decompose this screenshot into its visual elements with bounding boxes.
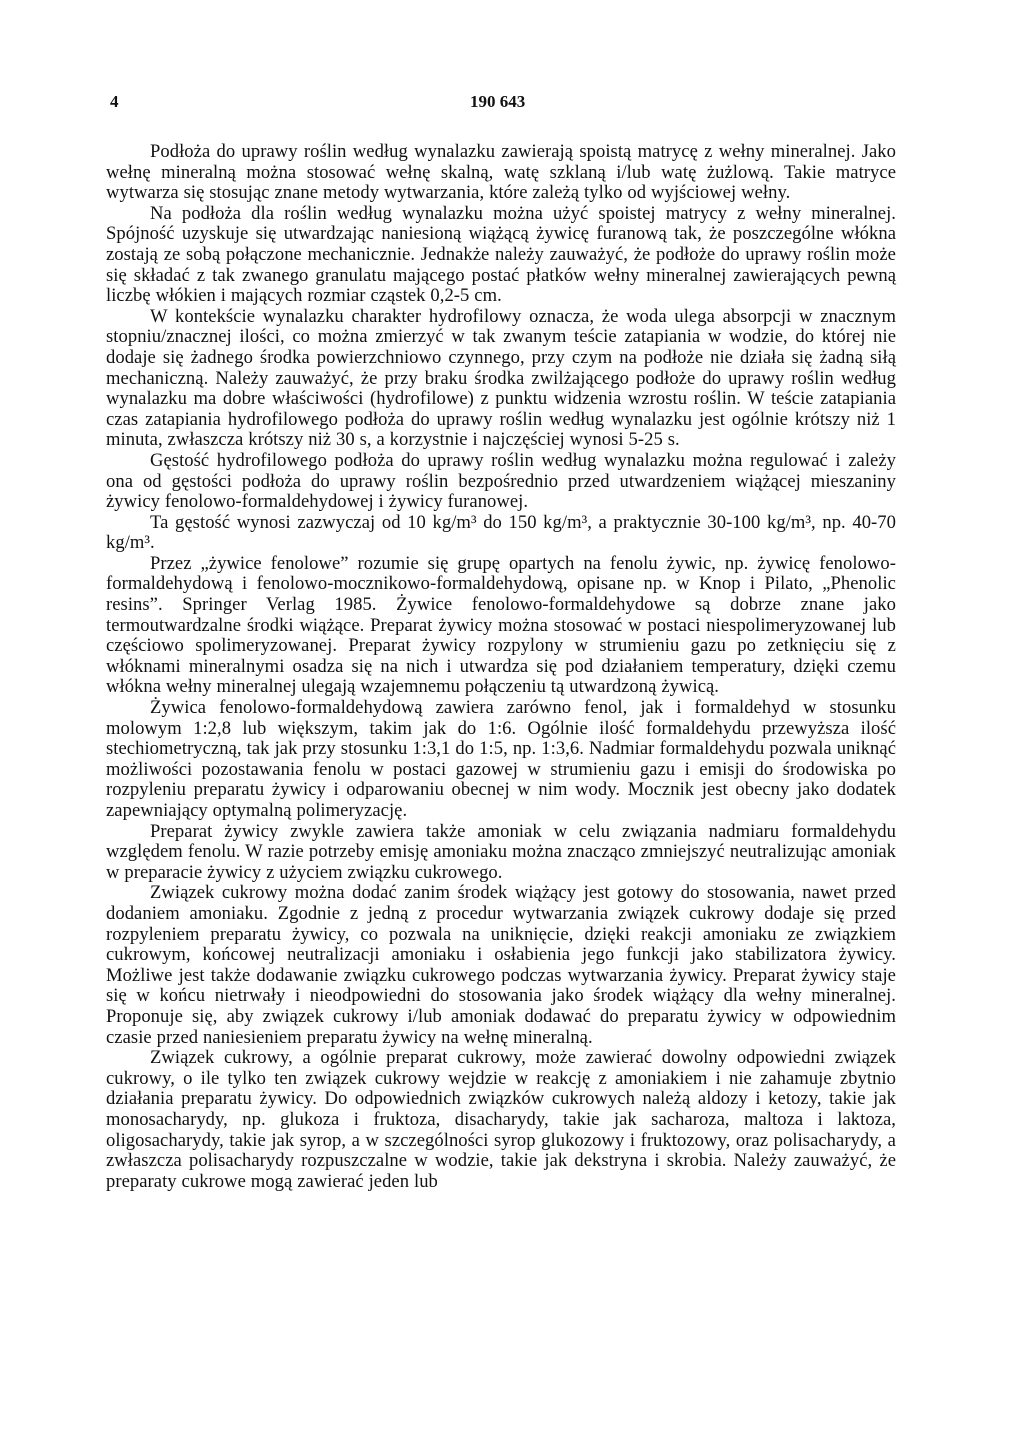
paragraph-6: Przez „żywice fenolowe” rozumie się grupę opartych na fenolu żywic, np. żywicę fenolowo-formaldehydową i fenolowo-mocznikowo-formaldehydową, opisane np. w Knop i Pilato, „Phenolic resins”. Springer Verlag 1985. Żywice fenolowo-formaldehydowe są dobrze znane jako termoutwardzalne środki wiążące. Preparat żywicy można stosować w postaci niespolimeryzowanej lub częściowo spolimeryzowanej. Preparat żywicy rozpylony w strumieniu gazu po zetknięciu się z włóknami mineralnymi osadza się na nich i utwardza się pod działaniem temperatury, dzięki czemu włókna wełny mineralnej ulegają wzajemnemu połączeniu tą utwardzoną żywicą. [106,552,896,698]
page-number: 4 [110,92,119,111]
paragraph-9: Związek cukrowy można dodać zanim środek wiążący jest gotowy do stosowania, nawet przed dodaniem amoniaku. Zgodnie z jedną z procedur wytwarzania związek cukrowy dodaje się przed rozpyleniem preparatu żywicy, co pozwala na uniknięcie, dzięki reakcji amoniaku ze związkiem cukrowym, końcowej neutralizacji amoniaku i osłabienia jego funkcji jako stabilizatora żywicy. Możliwe jest także dodawanie związku cukrowego podczas wytwarzania żywicy. Preparat żywicy staje się w końcu nietrwały i nieodpowiedni do stosowania jako środek wiążący dla wełny mineralnej. Proponuje się, aby związek cukrowy i/lub amoniak dodawać do preparatu żywicy w odpowiednim czasie przed naniesieniem preparatu żywicy na wełnę mineralną. [106,882,896,1048]
paragraph-4: Gęstość hydrofilowego podłoża do uprawy roślin według wynalazku można regulować i zależy ona od gęstości podłoża do uprawy roślin bezpośrednio przed utwardzeniem wiążącej mieszaniny żywicy fenolowo-formaldehydowej i żywicy furanowej. [106,449,896,513]
paragraph-2: Na podłoża dla roślin według wynalazku można użyć spoistej matrycy z wełny mineralnej. Spójność uzyskuje się utwardzając naniesioną wiążącą żywicę furanową tak, że poszczególne włókna zostają ze sobą połączone mechanicznie. Jednakże należy zauważyć, że podłoże do uprawy roślin może się składać z tak zwanego granulatu mającego postać płatków wełny mineralnej zawierających pewną liczbę włókien i mających rozmiar cząstek 0,2-5 cm. [106,202,896,307]
document-number: 190 643 [470,92,526,111]
paragraph-5: Ta gęstość wynosi zazwyczaj od 10 kg/m³ do 150 kg/m³, a praktycznie 30-100 kg/m³, np. 40-70 kg/m³. [106,511,896,554]
paragraph-1: Podłoża do uprawy roślin według wynalazku zawierają spoistą matrycę z wełny mineralnej. Jako wełnę mineralną można stosować wełnę skalną, watę szklaną i/lub watę żużlową. Takie matryce wytwarza się stosując znane metody wytwarzania, które zależą tylko od wyjściowej wełny. [106,141,896,204]
body-text [106,142,896,1192]
paragraph-8: Preparat żywicy zwykle zawiera także amoniak w celu związania nadmiaru formaldehydu względem fenolu. W razie potrzeby emisję amoniaku można znacząco zmniejszyć neutralizując amoniak w preparacie żywicy z użyciem związku cukrowego. [106,820,896,883]
paragraph-3: W kontekście wynalazku charakter hydrofilowy oznacza, że woda ulega absorpcji w znacznym stopniu/znacznej ilości, co można zmierzyć w tak zwanym teście zatapiania w wodzie, do której nie dodaje się żadnego środka powierzchniowo czynnego, przy czym na podłoże nie działa się żadną siłą mechaniczną. Należy zauważyć, że przy braku środka zwilżającego podłoże do uprawy roślin według wynalazku ma dobre właściwości (hydrofilowe) z punktu widzenia wzrostu roślin. W teście zatapiania czas zatapiania hydrofilowego podłoża do uprawy roślin według wynalazku jest ogólnie krótszy niż 1 minuta, zwłaszcza krótszy niż 30 s, a korzystnie i najczęściej wynosi 5-25 s. [106,305,896,451]
paragraph-10: Związek cukrowy, a ogólnie preparat cukrowy, może zawierać dowolny odpowiedni związek cukrowy, o ile tylko ten związek cukrowy wejdzie w reakcję z amoniakiem i nie zahamuje zbytnio działania preparatu żywicy. Do odpowiednich związków cukrowych należą aldozy i ketozy, takie jak monosacharydy, np. glukoza i fruktoza, disacharydy, takie jak sacharoza, maltoza i laktoza, oligosacharydy, takie jak syrop, a w szczególności syrop glukozowy i fruktozowy, oraz polisacharydy, a zwłaszcza polisacharydy rozpuszczalne w wodzie, takie jak dekstryna i skrobia. Należy zauważyć, że preparaty cukrowe mogą zawierać jeden lub [106,1047,896,1192]
paragraph-7: Żywica fenolowo-formaldehydową zawiera zarówno fenol, jak i formaldehyd w stosunku molowym 1:2,8 lub większym, takim jak do 1:6. Ogólnie ilość formaldehydu przewyższa ilość stechiometryczną, tak jak przy stosunku 1:3,1 do 1:5, np. 1:3,6. Nadmiar formaldehydu pozwala uniknąć możliwości pozostawania fenolu w postaci gazowej w strumieniu gazu i emisji do środowiska po rozpyleniu preparatu żywicy i odparowaniu obecnej w nim wody. Mocznik jest obecny jako dodatek zapewniający optymalną polimeryzację. [106,697,896,821]
